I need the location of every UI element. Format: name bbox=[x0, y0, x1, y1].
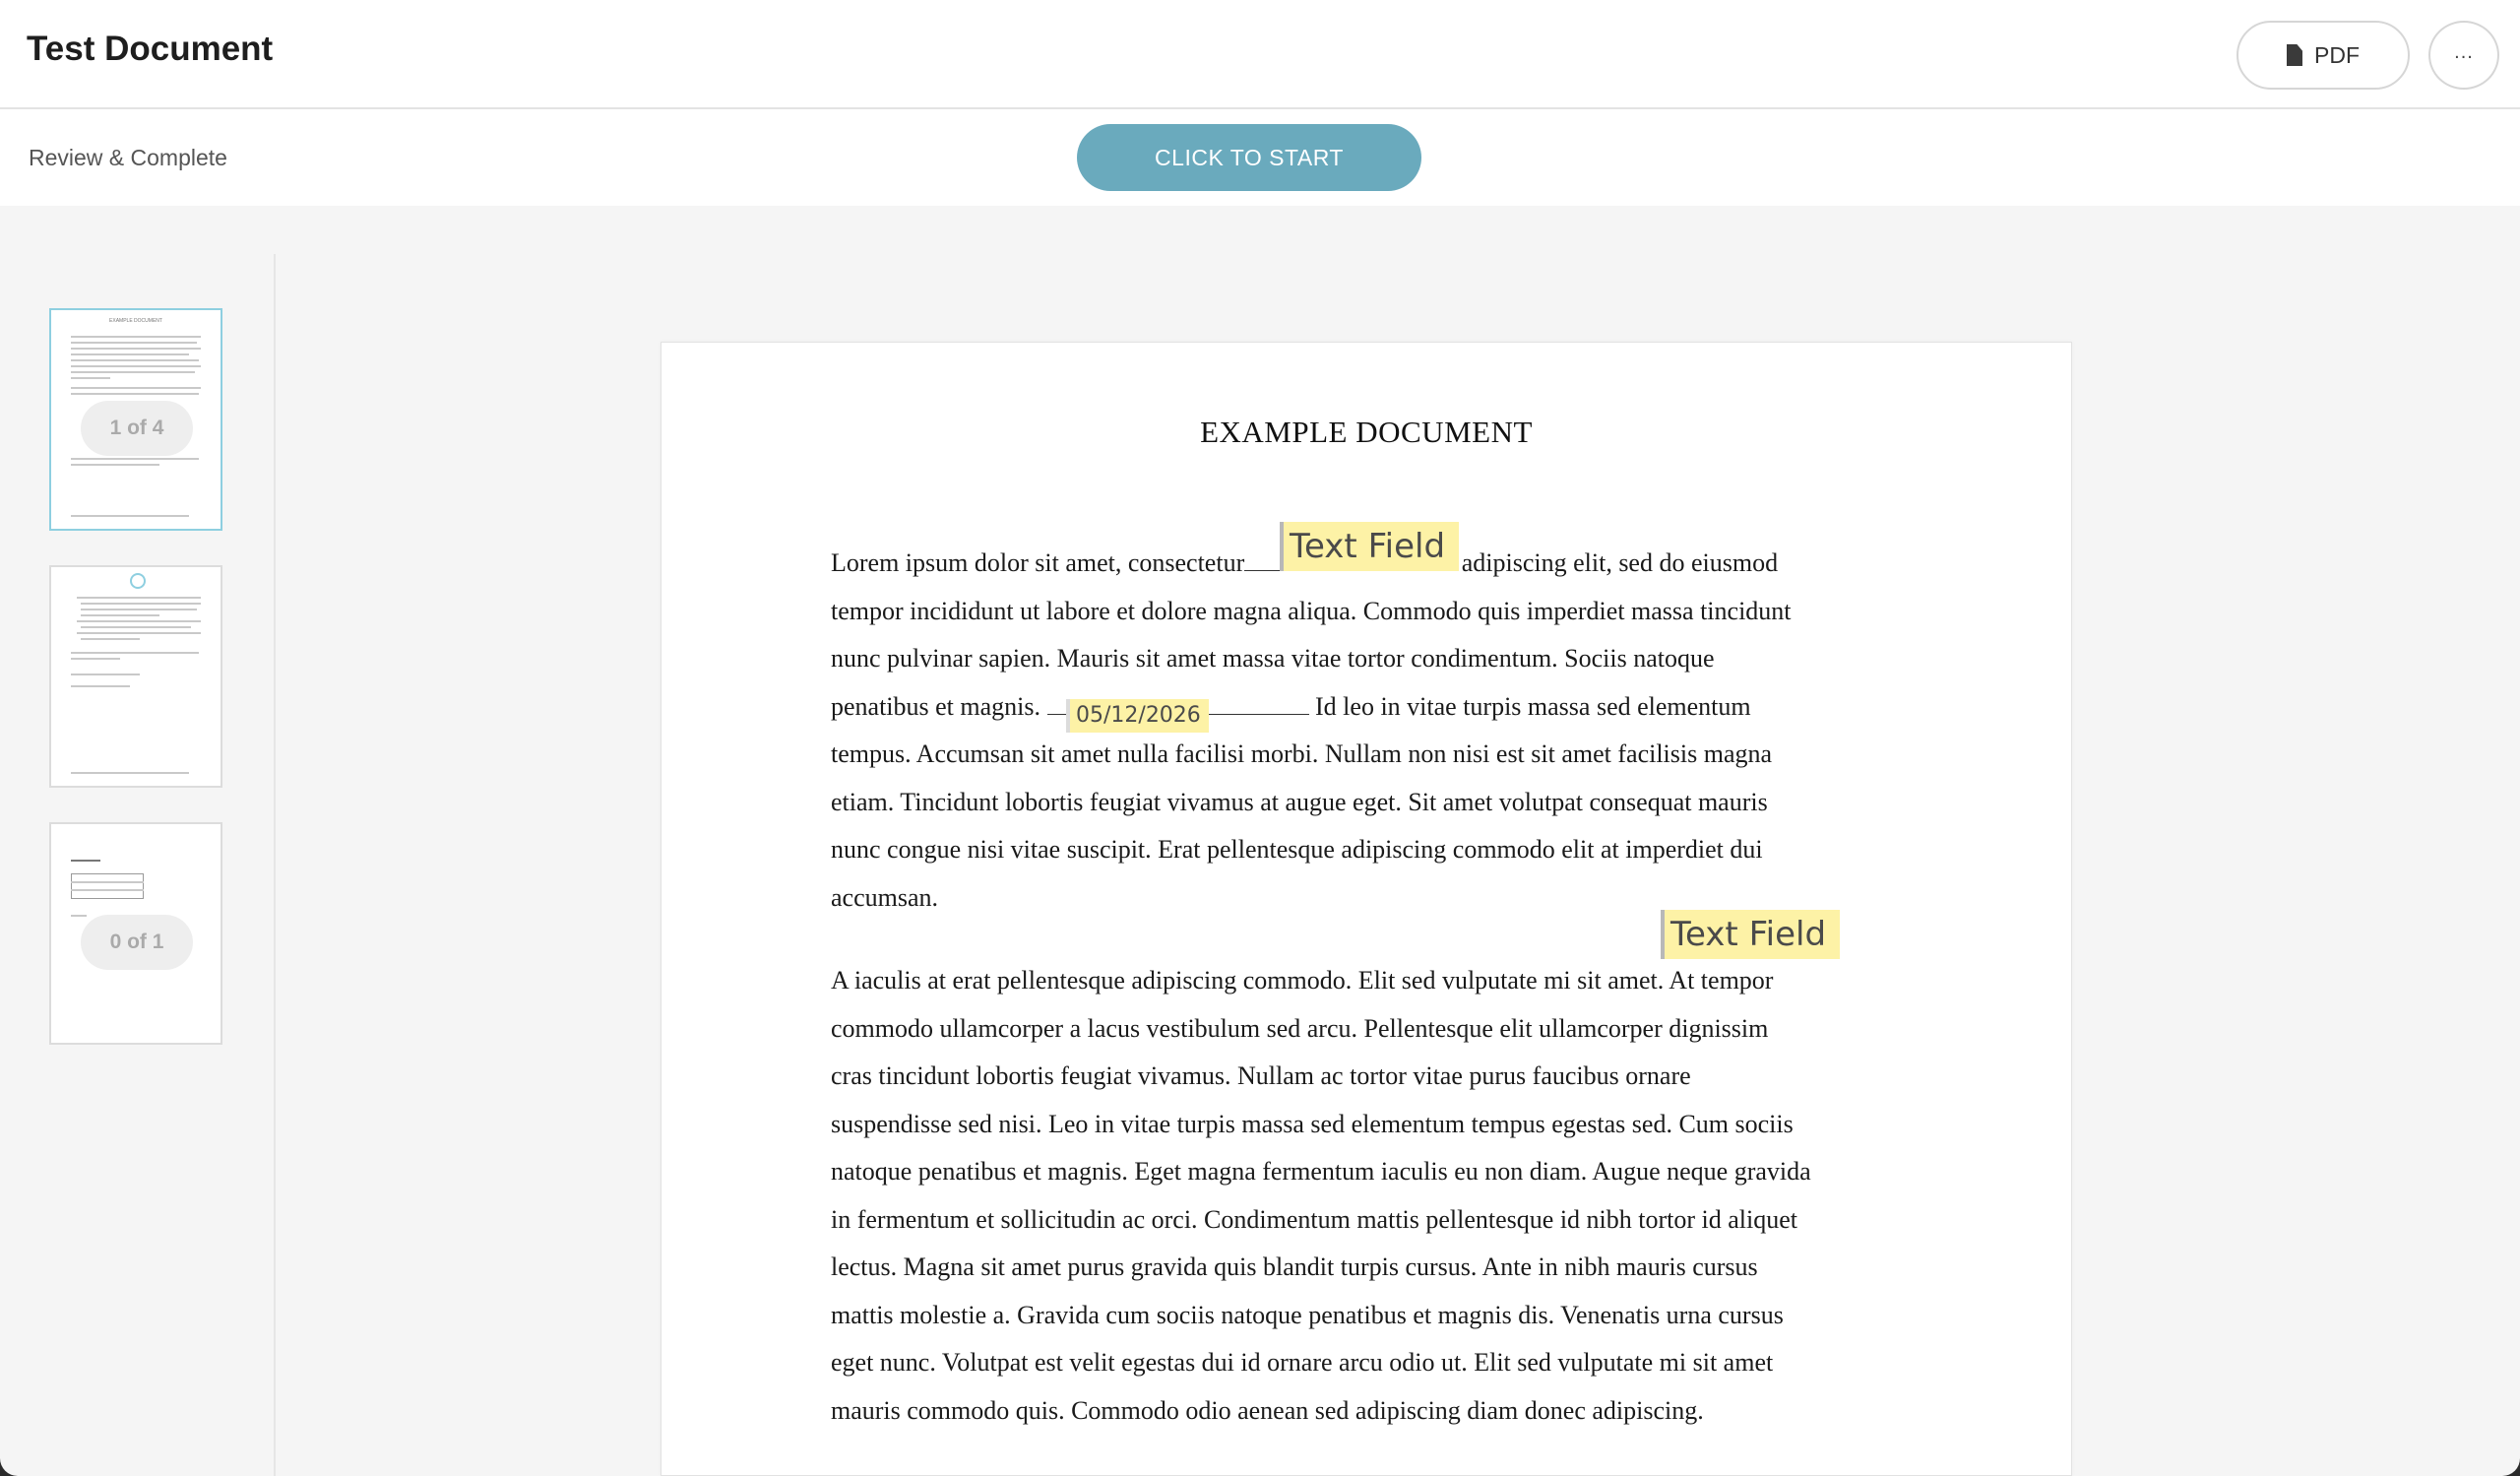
document-heading: EXAMPLE DOCUMENT bbox=[1200, 415, 1533, 449]
file-icon bbox=[2287, 44, 2302, 66]
text-line: nunc congue nisi vitae suscipit. Erat pellentesque adipiscing commodo elit at imperdiet dui bbox=[831, 835, 1763, 864]
page-thumbnail-sidebar bbox=[0, 254, 276, 1476]
text-line: eget nunc. Volutpat est velit egestas dui id ornare arcu odio ut. Elit sed vulputate mi sit amet bbox=[831, 1348, 1774, 1377]
paragraph-2 bbox=[831, 957, 1811, 1435]
text-line: mauris commodo quis. Commodo odio aenean sed adipiscing diam donec adipiscing. bbox=[831, 1395, 1704, 1425]
text-line: natoque penatibus et magnis. Eget magna fermentum iaculis eu non diam. Augue neque gravida bbox=[831, 1157, 1811, 1186]
text-line: mattis molestie a. Gravida cum sociis natoque penatibus et magnis dis. Venenatis urna cursus bbox=[831, 1300, 1784, 1329]
text-line: commodo ullamcorper a lacus vestibulum sed arcu. Pellentesque elit ullamcorper dignissim bbox=[831, 1013, 1769, 1043]
ellipsis-icon: ... bbox=[2454, 40, 2474, 63]
text-line: A iaculis at erat pellentesque adipiscing commodo. Elit sed vulputate mi sit amet. At tempor bbox=[831, 966, 1774, 995]
page-thumbnail-3[interactable] bbox=[49, 822, 222, 1045]
action-bar bbox=[0, 109, 2520, 206]
text-line: nunc pulvinar sapien. Mauris sit amet massa vitae tortor condimentum. Sociis natoque bbox=[831, 644, 1715, 673]
date-field-input[interactable]: 05/12/2026 bbox=[1066, 699, 1209, 733]
thumbnail-title-text: EXAMPLE DOCUMENT bbox=[109, 318, 162, 324]
thumbnail-table bbox=[71, 873, 144, 899]
text-line: suspendisse sed nisi. Leo in vitae turpis massa sed elementum tempus egestas sed. Cum sociis bbox=[831, 1109, 1794, 1138]
paragraph-1 bbox=[831, 540, 1792, 922]
thumbnail-progress-badge: 0 of 1 bbox=[81, 915, 193, 970]
thumbnail-progress-badge: 1 of 4 bbox=[81, 401, 193, 456]
pdf-button-label: PDF bbox=[2314, 41, 2360, 68]
text-line: tempor incididunt ut labore et dolore magna aliqua. Commodo quis imperdiet massa tincidunt bbox=[831, 596, 1792, 625]
text-line: cras tincidunt lobortis feugiat vivamus. Nullam ac tortor vitae purus faucibus ornare bbox=[831, 1061, 1691, 1090]
top-header bbox=[0, 0, 2520, 109]
review-complete-label: Review & Complete bbox=[29, 145, 227, 170]
text-field-input[interactable]: Text Field bbox=[1661, 910, 1840, 959]
text-line: tempus. Accumsan sit amet nulla facilisi morbi. Nullam non nisi est sit amet facilisis magna bbox=[831, 739, 1773, 768]
page-thumbnail-2[interactable] bbox=[49, 565, 222, 788]
text-line: in fermentum et sollicitudin ac orci. Condimentum mattis pellentesque id nibh tortor id aliquet bbox=[831, 1204, 1798, 1234]
text-line: lectus. Magna sit amet purus gravida quis blandit turpis cursus. Ante in nibh mauris cursus bbox=[831, 1252, 1758, 1281]
download-pdf-button[interactable] bbox=[2236, 21, 2410, 90]
text-line: etiam. Tincidunt lobortis feugiat vivamus at augue eget. Sit amet volutpat consequat mauris bbox=[831, 787, 1768, 816]
text-field-input[interactable]: Text Field bbox=[1280, 522, 1459, 571]
text-line: accumsan. bbox=[831, 882, 939, 912]
document-title: Test Document bbox=[27, 30, 274, 68]
more-options-button[interactable] bbox=[2428, 21, 2499, 90]
text-line: Lorem ipsum dolor sit amet, consectetur adipiscing elit, sed do eiusmod bbox=[831, 548, 1779, 577]
click-to-start-button[interactable]: CLICK TO START bbox=[1077, 124, 1421, 191]
document-page bbox=[661, 342, 2072, 1476]
page-thumbnail-1[interactable] bbox=[49, 308, 222, 531]
loading-spinner-icon bbox=[130, 573, 146, 589]
text-line: penatibus et magnis. Id leo in vitae turpis massa sed elementum bbox=[831, 691, 1751, 721]
